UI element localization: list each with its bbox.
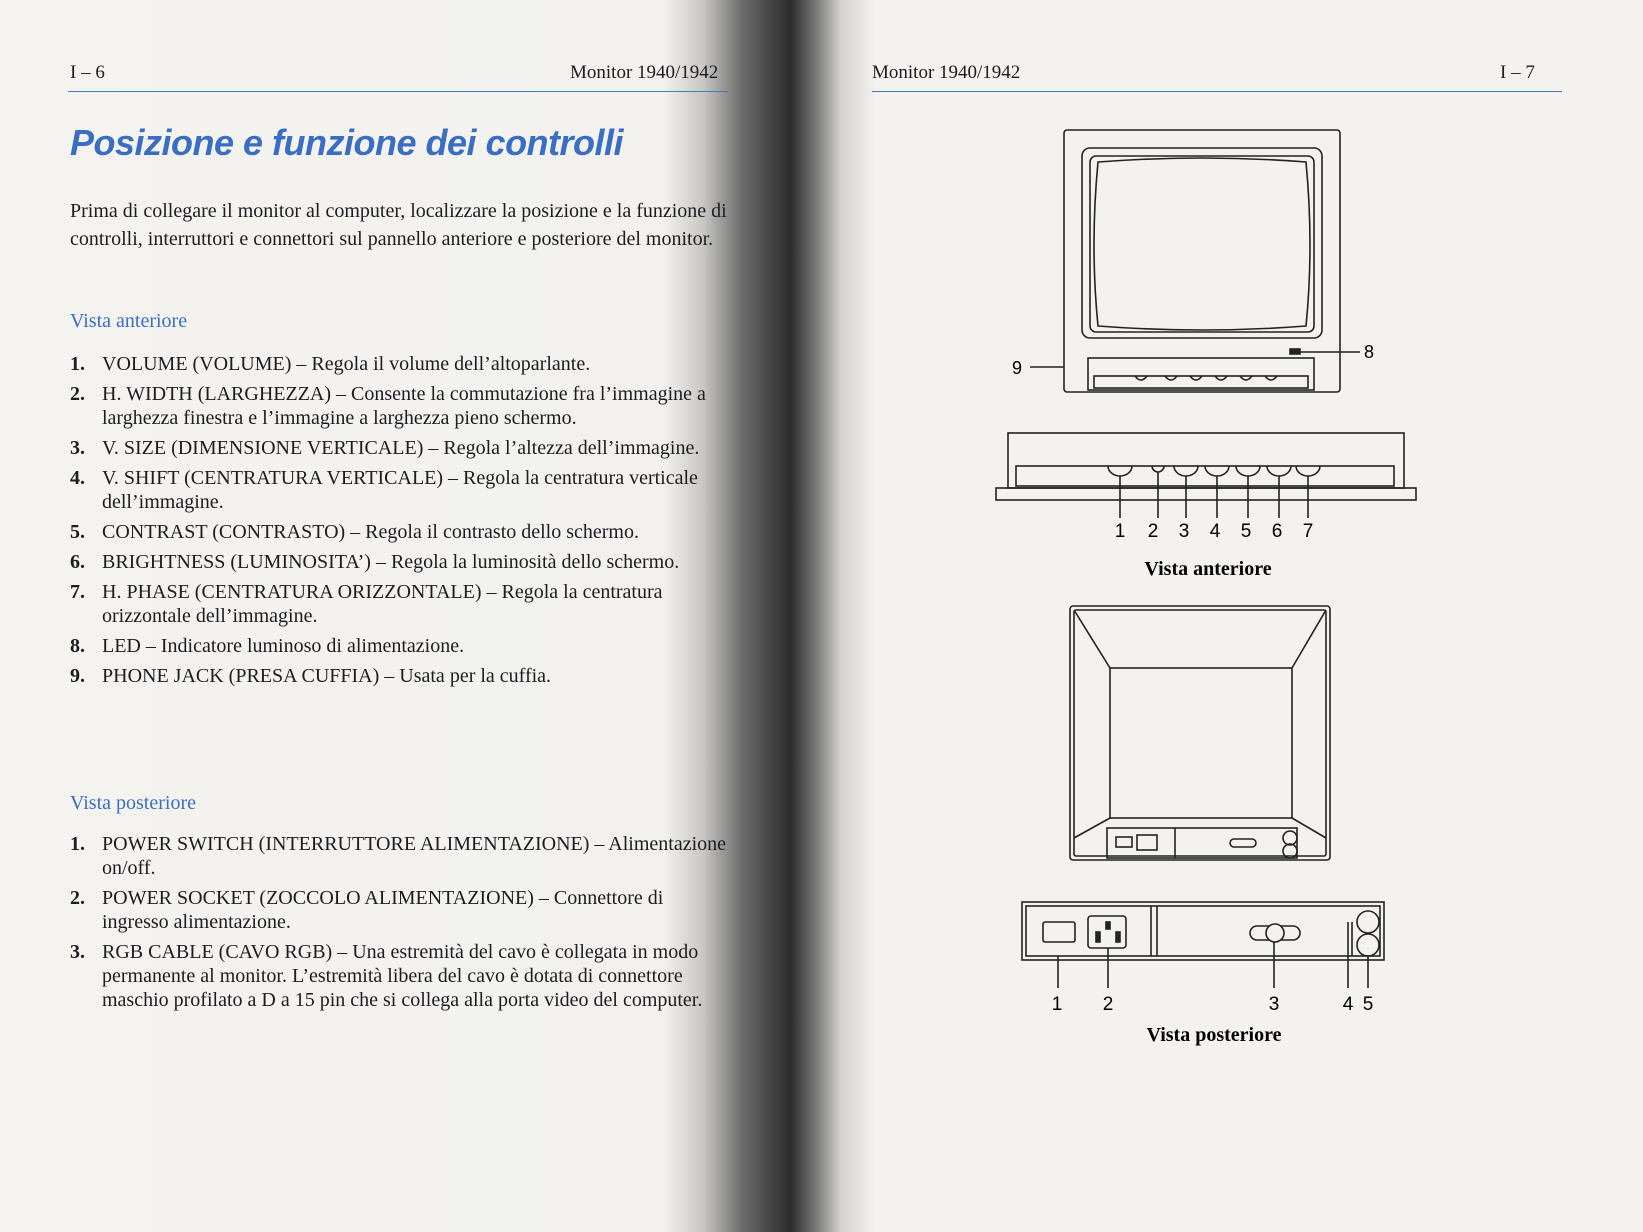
screen-bezel bbox=[1082, 148, 1322, 338]
list-item bbox=[70, 940, 730, 1012]
crt-screen bbox=[1094, 158, 1310, 330]
list-item bbox=[70, 520, 730, 544]
list-item bbox=[70, 466, 730, 514]
list-item bbox=[70, 886, 730, 934]
callout-8-label: 8 bbox=[1364, 342, 1375, 362]
front-controls-list bbox=[70, 352, 730, 694]
rear-label: 1 bbox=[1051, 994, 1063, 1015]
running-title: Monitor 1940/1942 bbox=[872, 62, 1021, 83]
rear-strip-housing bbox=[1022, 902, 1384, 960]
front-view-caption: Vista anteriore bbox=[1144, 558, 1272, 580]
item-text: BRIGHTNESS (LUMINOSITA’) – Regola la luminosità dello schermo. bbox=[102, 551, 680, 573]
item-text: VOLUME (VOLUME) – Regola il volume dell’altoparlante. bbox=[102, 353, 591, 375]
item-number: 3. bbox=[70, 437, 85, 459]
item-text: POWER SOCKET (ZOCCOLO ALIMENTAZIONE) – Connettore di ingresso alimentazione. bbox=[102, 887, 664, 933]
item-number: 8. bbox=[70, 635, 85, 657]
item-number: 4. bbox=[70, 467, 85, 489]
page-number: I – 6 bbox=[70, 62, 105, 83]
list-item bbox=[70, 382, 730, 430]
item-number: 2. bbox=[70, 383, 85, 405]
control-label: 5 bbox=[1240, 521, 1252, 542]
item-text: PHONE JACK (PRESA CUFFIA) – Usata per la cuffia. bbox=[102, 665, 552, 687]
list-item bbox=[70, 634, 730, 658]
item-text: RGB CABLE (CAVO RGB) – Una estremità del cavo è collegata in modo permanente al monitor. L’estremità libera del cavo è dotata di connettore maschio profilato a D a 15 pin che si collega alla porta video del computer. bbox=[102, 941, 703, 1011]
control-strip-housing bbox=[1008, 433, 1404, 488]
item-number: 1. bbox=[70, 353, 85, 375]
header-rule bbox=[68, 91, 728, 92]
control-label: 3 bbox=[1178, 521, 1190, 542]
rear-label: 4 bbox=[1342, 994, 1354, 1015]
item-text: H. PHASE (CENTRATURA ORIZZONTALE) – Regola la centratura orizzontale dell’immagine. bbox=[102, 581, 663, 627]
item-number: 7. bbox=[70, 581, 85, 603]
list-item bbox=[70, 550, 730, 574]
rear-knob-4 bbox=[1357, 911, 1379, 933]
list-item bbox=[70, 436, 730, 460]
rear-label: 5 bbox=[1362, 994, 1374, 1015]
control-label: 7 bbox=[1302, 521, 1314, 542]
item-number: 3. bbox=[70, 941, 85, 963]
front-view-heading: Vista anteriore bbox=[70, 310, 188, 332]
rear-leader-lines bbox=[1058, 942, 1368, 988]
item-number: 1. bbox=[70, 833, 85, 855]
page-number: I – 7 bbox=[1500, 62, 1535, 83]
right-page bbox=[790, 0, 1643, 1232]
led-indicator bbox=[1290, 349, 1300, 354]
item-text: CONTRAST (CONTRASTO) – Regola il contrasto dello schermo. bbox=[102, 521, 639, 543]
control-knobs bbox=[1108, 466, 1320, 476]
item-text: LED – Indicatore luminoso di alimentazione. bbox=[102, 635, 465, 657]
knob-leader-lines bbox=[1120, 472, 1308, 518]
list-item bbox=[70, 664, 730, 688]
rear-view-heading: Vista posteriore bbox=[70, 792, 196, 814]
rear-controls-list bbox=[70, 832, 730, 1018]
list-item bbox=[70, 352, 730, 376]
item-text: V. SIZE (DIMENSIONE VERTICALE) – Regola l’altezza dell’immagine. bbox=[102, 437, 700, 459]
intro-paragraph: Prima di collegare il monitor al computer, localizzare la posizione e la funzione di controlli, interruttori e connettori sul pannello anteriore e posteriore del monitor. bbox=[70, 200, 727, 250]
item-text: V. SHIFT (CENTRATURA VERTICALE) – Regola la centratura verticale dell’immagine. bbox=[102, 467, 698, 513]
item-text: H. WIDTH (LARGHEZZA) – Consente la commutazione fra l’immagine a larghezza finestra e l’immagine a larghezza pieno schermo. bbox=[102, 383, 706, 429]
front-number-labels bbox=[1115, 521, 1314, 542]
item-number: 6. bbox=[70, 551, 85, 573]
item-number: 5. bbox=[70, 521, 85, 543]
rear-knob-5 bbox=[1357, 934, 1379, 956]
control-label: 1 bbox=[1114, 521, 1126, 542]
control-strip-base bbox=[996, 488, 1416, 500]
rear-screen-panel bbox=[1110, 668, 1292, 818]
rear-connector-panel bbox=[1107, 828, 1297, 858]
control-label: 6 bbox=[1271, 521, 1283, 542]
control-label: 2 bbox=[1147, 521, 1159, 542]
left-page bbox=[0, 0, 790, 1232]
page-title: Posizione e funzione dei controlli bbox=[70, 122, 624, 163]
rear-label: 3 bbox=[1268, 994, 1280, 1015]
monitor-illustrations bbox=[790, 0, 1643, 1232]
callout-9-label: 9 bbox=[1011, 358, 1022, 378]
item-text: POWER SWITCH (INTERRUTTORE ALIMENTAZIONE) – Alimentazione on/off. bbox=[102, 833, 727, 879]
rear-number-labels bbox=[1052, 994, 1374, 1015]
power-switch bbox=[1043, 922, 1075, 942]
running-title: Monitor 1940/1942 bbox=[570, 62, 719, 83]
list-item bbox=[70, 832, 730, 880]
front-control-panel bbox=[1088, 358, 1314, 390]
monitor-rear-housing bbox=[1070, 606, 1330, 860]
list-item bbox=[70, 580, 730, 628]
rear-view-caption: Vista posteriore bbox=[1146, 1024, 1282, 1046]
control-label: 4 bbox=[1209, 521, 1221, 542]
item-number: 9. bbox=[70, 665, 85, 687]
rear-label: 2 bbox=[1102, 994, 1114, 1015]
item-number: 2. bbox=[70, 887, 85, 909]
